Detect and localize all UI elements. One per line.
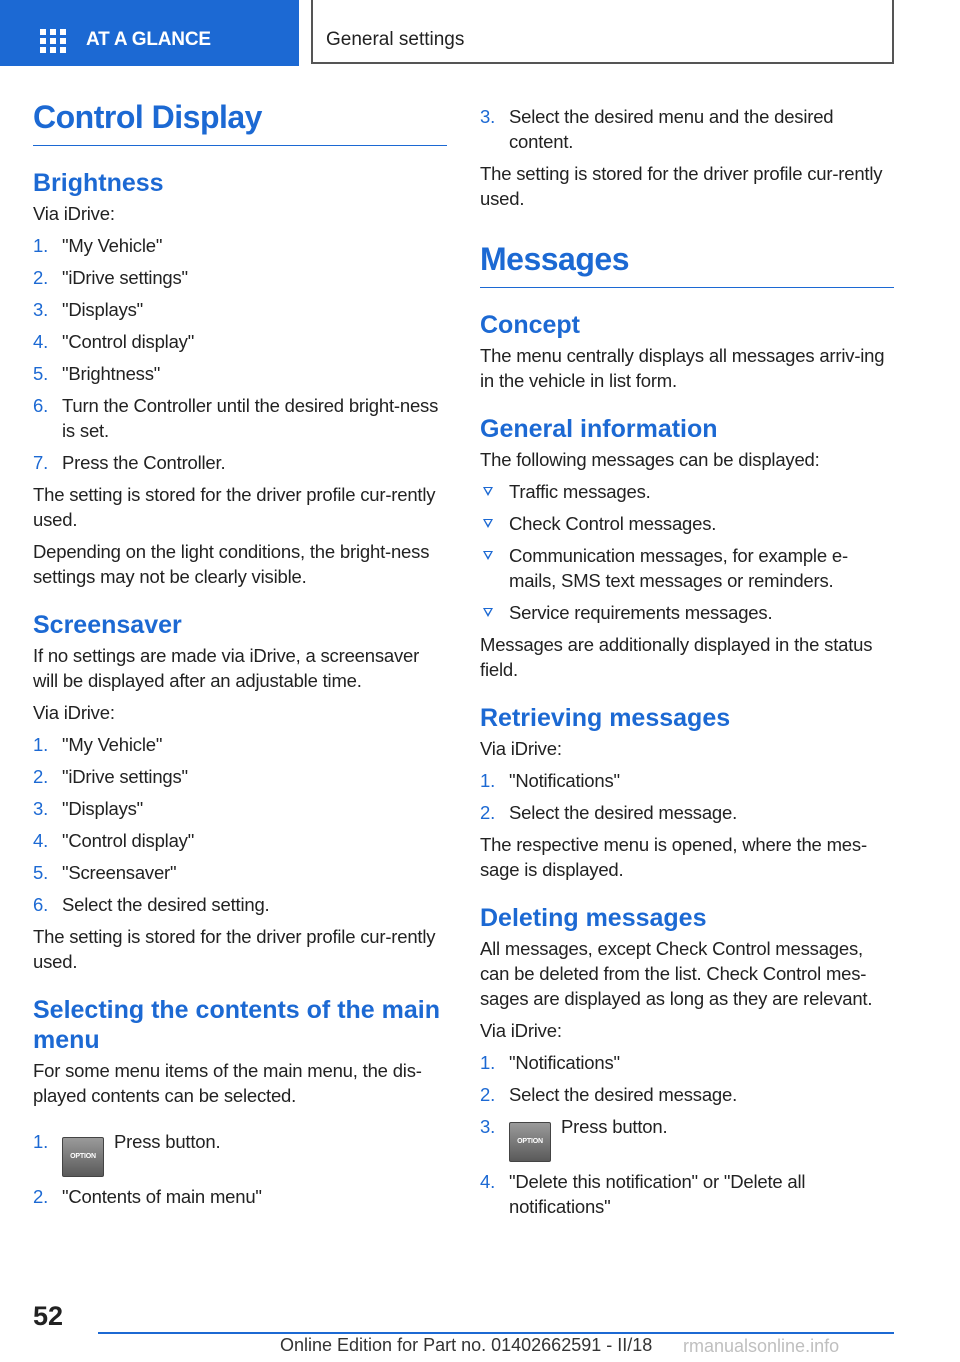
- list-item: 6. Select the desired setting.: [33, 894, 270, 915]
- list-item: 3. "Displays": [33, 798, 144, 819]
- concept-heading: Concept: [480, 311, 580, 339]
- list-item: 1. "My Vehicle": [33, 235, 163, 256]
- list-item: Traffic messages.: [480, 479, 894, 504]
- retrieving-steps: [480, 768, 894, 825]
- screensaver-note: The setting is stored for the driver profile cur-rently used.: [33, 926, 436, 972]
- concept-text: The menu centrally displays all messages arriv-ing in the vehicle in list form.: [480, 345, 885, 391]
- general-info-heading: General information: [480, 415, 718, 443]
- screensaver-intro: If no settings are made via iDrive, a screensaver will be displayed after an adjustable time.: [33, 645, 420, 691]
- list-item: 4. "Delete this notification" or "Delete all notifications": [480, 1171, 806, 1217]
- retrieving-heading: Retrieving messages: [480, 704, 731, 732]
- deleting-via: Via iDrive:: [480, 1020, 562, 1041]
- general-info-intro: The following messages can be displayed:: [480, 449, 820, 470]
- list-item: Check Control messages.: [480, 511, 894, 536]
- grid-icon: [40, 29, 68, 53]
- main-menu-note: The setting is stored for the driver profile cur-rently used.: [480, 163, 883, 209]
- deleting-intro: All messages, except Check Control messages, can be deleted from the list. Check Control mes-sages are displayed as long as they are relevant.: [480, 938, 873, 1009]
- triangle-bullet-icon: [483, 608, 493, 617]
- list-item: 7. Press the Controller.: [33, 452, 226, 473]
- screensaver-steps: [33, 732, 447, 917]
- screensaver-via: Via iDrive:: [33, 702, 115, 723]
- brightness-intro: Via iDrive:: [33, 203, 115, 224]
- list-item: 2. "iDrive settings": [33, 766, 188, 787]
- brightness-note-2: Depending on the light conditions, the bright-ness settings may not be clearly visible.: [33, 541, 430, 587]
- option-button-icon: OPTION: [62, 1137, 104, 1177]
- list-item: 3. "Displays": [33, 299, 144, 320]
- page-number: 52: [33, 1301, 64, 1331]
- list-item: 3. OPTIONPress button.: [480, 1114, 894, 1162]
- chapter-tab[interactable]: [0, 0, 299, 66]
- list-item: 2. "Contents of main menu": [33, 1186, 262, 1207]
- message-types-list: [480, 479, 894, 625]
- watermark: rmanualsonline.info: [683, 1336, 840, 1356]
- list-item: 4. "Control display": [33, 331, 195, 352]
- right-column: [480, 104, 894, 1226]
- list-item: 1. "Notifications": [480, 1052, 620, 1073]
- brightness-steps: [33, 233, 447, 475]
- triangle-bullet-icon: [483, 487, 493, 496]
- option-button-icon: OPTION: [509, 1122, 551, 1162]
- chapter-tab-label: AT A GLANCE: [86, 29, 211, 50]
- messages-title: Messages: [480, 238, 894, 288]
- section-title: General settings: [326, 29, 465, 50]
- brightness-heading: Brightness: [33, 169, 164, 197]
- screensaver-heading: Screensaver: [33, 611, 182, 639]
- deleting-heading: Deleting messages: [480, 904, 707, 932]
- list-item: 5. "Brightness": [33, 363, 161, 384]
- general-info-note: Messages are additionally displayed in the status field.: [480, 634, 873, 680]
- page-header: [0, 0, 960, 66]
- list-item: 1. "Notifications": [480, 770, 620, 791]
- list-item: 5. "Screensaver": [33, 862, 177, 883]
- list-item: Service requirements messages.: [480, 600, 894, 625]
- main-menu-steps: [33, 1129, 447, 1209]
- list-item: 2. Select the desired message.: [480, 802, 738, 823]
- list-item: 1. OPTIONPress button.: [33, 1129, 447, 1177]
- main-menu-heading: Selecting the contents of the main menu: [33, 996, 440, 1054]
- main-menu-steps-continued: [480, 104, 894, 154]
- left-column: [33, 96, 447, 1216]
- list-item: 1. "My Vehicle": [33, 734, 163, 755]
- deleting-steps: [480, 1050, 894, 1219]
- triangle-bullet-icon: [483, 519, 493, 528]
- footer-divider: [98, 1332, 894, 1334]
- page-title: Control Display: [33, 96, 447, 146]
- list-item: 6. Turn the Controller until the desired bright-ness is set.: [33, 395, 439, 441]
- list-item: 2. Select the desired message.: [480, 1084, 738, 1105]
- list-item: 3. Select the desired menu and the desired content.: [480, 106, 834, 152]
- list-item: 4. "Control display": [33, 830, 195, 851]
- footer-edition: Online Edition for Part no. 01402662591 - II/18: [280, 1335, 653, 1355]
- list-item: 2. "iDrive settings": [33, 267, 188, 288]
- brightness-note: The setting is stored for the driver profile cur-rently used.: [33, 484, 436, 530]
- retrieving-intro: Via iDrive:: [480, 738, 562, 759]
- triangle-bullet-icon: [483, 551, 493, 560]
- main-menu-intro: For some menu items of the main menu, the dis-played contents can be selected.: [33, 1060, 422, 1106]
- list-item: Communication messages, for example e-mails, SMS text messages or reminders.: [480, 543, 894, 593]
- retrieving-note: The respective menu is opened, where the mes-sage is displayed.: [480, 834, 867, 880]
